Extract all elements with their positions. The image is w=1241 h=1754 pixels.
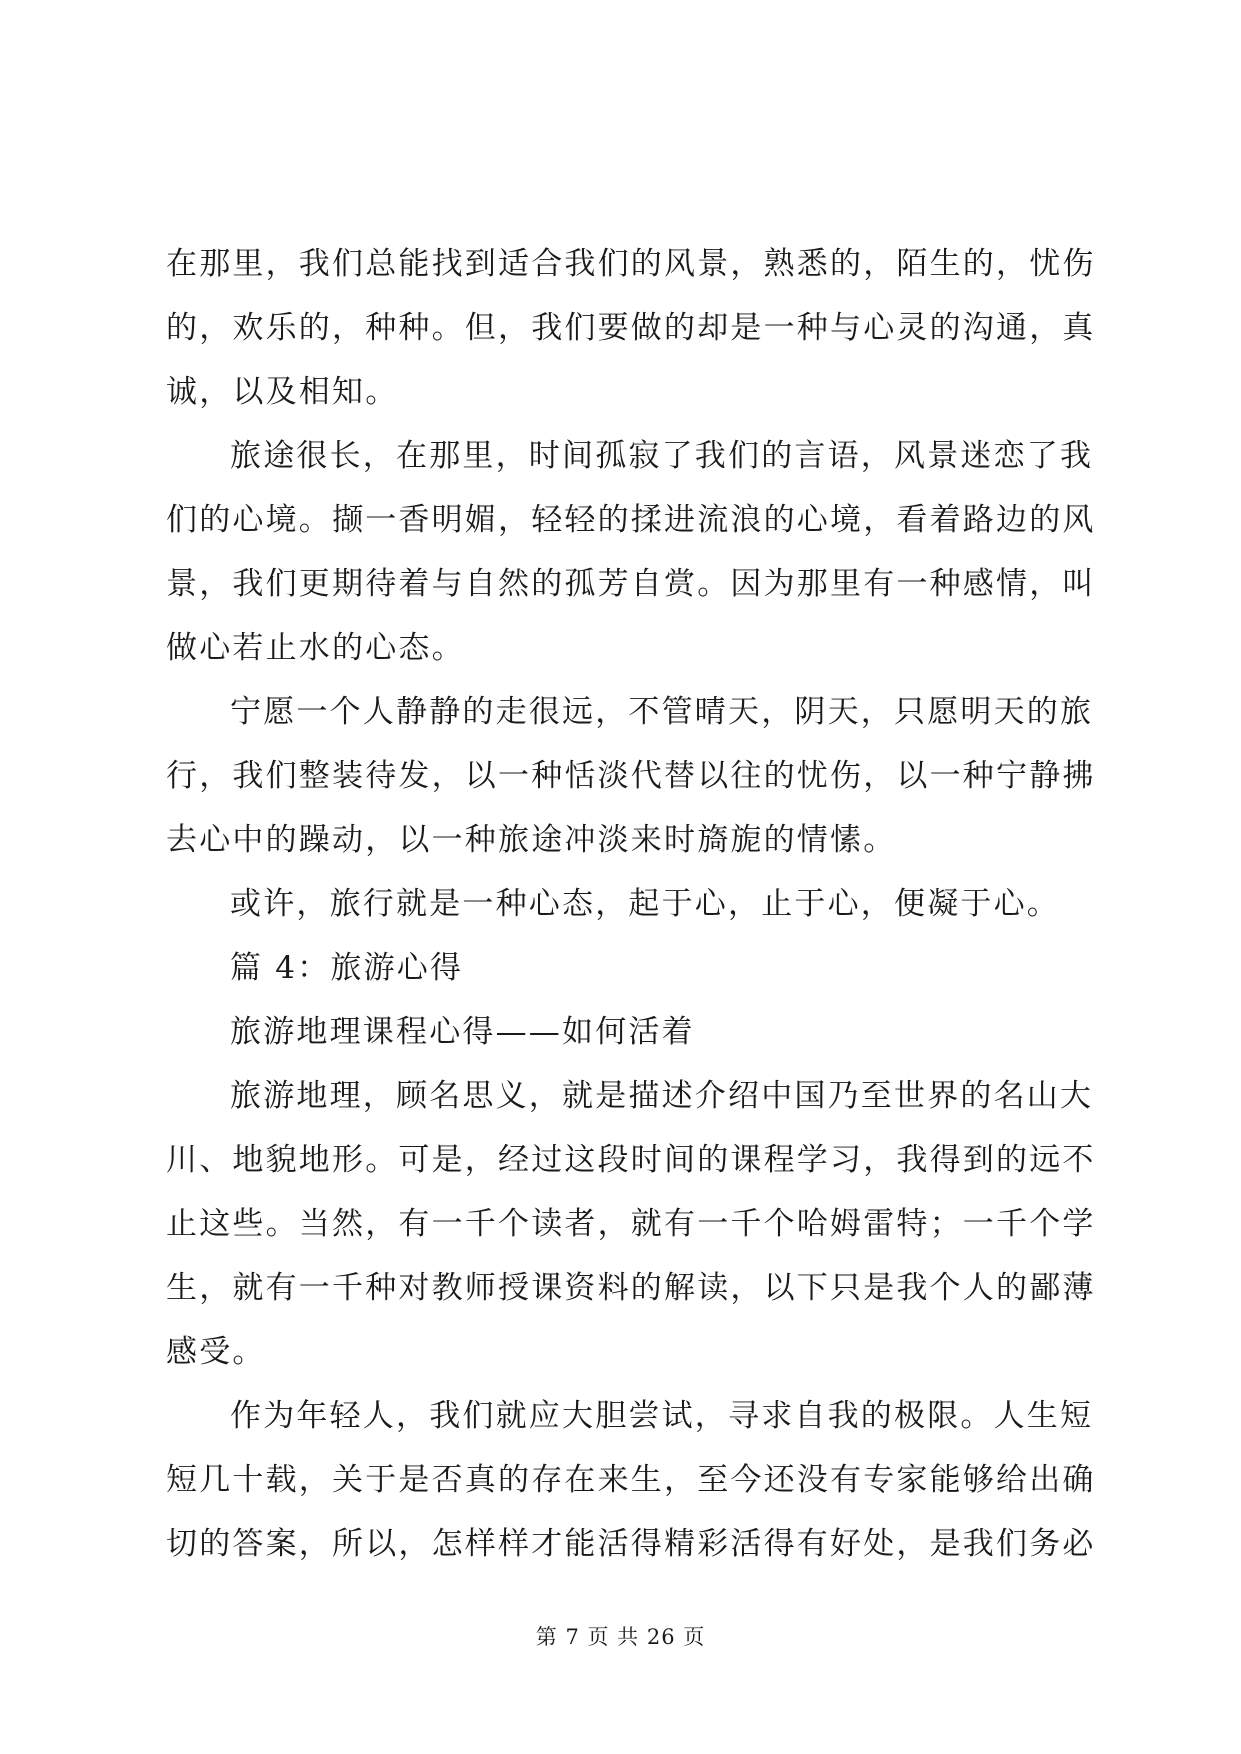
section-subtitle: 旅游地理课程心得——如何活着 bbox=[230, 1014, 695, 1050]
text-line: 短几十载，关于是否真的存在来生，至今还没有专家能够给出确 bbox=[166, 1462, 1096, 1498]
text-line: 景，我们更期待着与自然的孤芳自赏。因为那里有一种感情，叫 bbox=[166, 566, 1096, 602]
text-line: 感受。 bbox=[166, 1334, 266, 1370]
paragraph-start-line: 旅游地理，顾名思义，就是描述介绍中国乃至世界的名山大 bbox=[230, 1078, 1094, 1114]
paragraph-line: 或许，旅行就是一种心态，起于心，止于心，便凝于心。 bbox=[230, 886, 1060, 922]
section-heading: 篇 4：旅游心得 bbox=[230, 950, 464, 986]
page-footer bbox=[0, 1622, 1241, 1652]
text-line: 做心若止水的心态。 bbox=[166, 630, 465, 666]
text-line: 在那里，我们总能找到适合我们的风景，熟悉的，陌生的，忧伤 bbox=[166, 246, 1096, 282]
text-line: 的，欢乐的，种种。但，我们要做的却是一种与心灵的沟通，真 bbox=[166, 310, 1096, 346]
text-line: 切的答案，所以，怎样样才能活得精彩活得有好处，是我们务必 bbox=[166, 1526, 1096, 1562]
text-line: 行，我们整装待发，以一种恬淡代替以往的忧伤，以一种宁静拂 bbox=[166, 758, 1096, 794]
text-line: 止这些。当然，有一千个读者，就有一千个哈姆雷特；一千个学 bbox=[166, 1206, 1096, 1242]
paragraph-start-line: 宁愿一个人静静的走很远，不管晴天，阴天，只愿明天的旅 bbox=[230, 694, 1094, 730]
paragraph-start-line: 作为年轻人，我们就应大胆尝试，寻求自我的极限。人生短 bbox=[230, 1398, 1094, 1434]
paragraph-start-line: 旅途很长，在那里，时间孤寂了我们的言语，风景迷恋了我 bbox=[230, 438, 1094, 474]
text-line: 生，就有一千种对教师授课资料的解读，以下只是我个人的鄙薄 bbox=[166, 1270, 1096, 1306]
text-line: 川、地貌地形。可是，经过这段时间的课程学习，我得到的远不 bbox=[166, 1142, 1096, 1178]
text-line: 诚，以及相知。 bbox=[166, 374, 399, 410]
page-number-label: 第 7 页 共 26 页 bbox=[535, 1625, 706, 1649]
body-text bbox=[166, 232, 1096, 1576]
text-line: 们的心境。撷一香明媚，轻轻的揉进流浪的心境，看着路边的风 bbox=[166, 502, 1096, 538]
text-line: 去心中的躁动，以一种旅途冲淡来时旖旎的情愫。 bbox=[166, 822, 897, 858]
